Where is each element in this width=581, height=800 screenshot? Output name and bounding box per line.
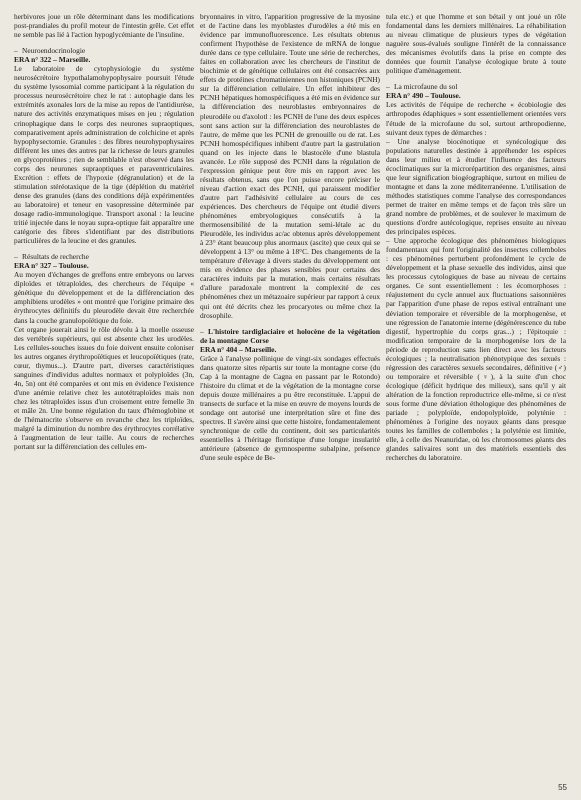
paragraph: Au moyen d'échanges de greffons entre embryons ou larves diploïdes et tétraploïdes, des chercheurs de l'équipe « génétique du développement et de la différenciation des amphibiens urodèles » ont montré que l'origine primaire des érythrocytes définitifs du pleurodèle devait être recherchée dans la couche granulopoïétique du foie.: [14, 270, 194, 325]
section-era: ERA n° 327 – Toulouse.: [14, 261, 89, 271]
section-era: ERA n° 404 – Marseille.: [200, 344, 277, 354]
text-columns: [14, 12, 566, 784]
paragraph: herbivores joue un rôle déterminant dans les modifications post-prandiales du profil moteur de l'intestin grêle. Cet effet ne semble pas lié à l'action hypoglycémiante de l'insuline.: [14, 12, 194, 40]
paragraph: bryonnaires in vitro, l'apparition progressive de la myosine et de l'actine dans les myoblastes d'urodèles a été mis en évidence par immunofluorescence. Les résultats obtenus confirment l'hypothèse de l'existence de mRNA de longue durée dans ce type cellulaire. Toute une série de recherches, faites en collaboration avec les chercheurs de l'institut de biochimie et de génétique cellulaires ont été consacrées aux effets de protéines chromatiniennes non histoniques (PCNH) sur la différenciation cellulaire. Un effet inhibiteur des PCNH hépatiques homospécifiques a été mis en évidence sur la différenciation des neuroblastes embryonnaires de pleurodèle ou d'axolotl : les PCNH de l'une des deux espèces sont sans action sur la différenciation des neuroblastes de l'autre, de même que les PCNH de grenouille ou de rat. Les PCNH homospécifiques inhibent d'autre part la gastrulation quand on les injecte dans le blastocèle d'une blastula avancée. Le rôle supposé des PCNH dans la régulation de l'expression génique peut être mis en rapport avec les résultats obtenus, sans que l'on puisse encore préciser le niveau d'action exact des PCNH, qui paraissent modifier d'autre part l'adhésivité cellulaire au cours de ces expériences. Des chercheurs de l'équipe ont étudié divers phénomènes embryologiques consécutifs à la thermosensibilité de la mutation semi-létale ac du Pleurodèle, les individus ac/ac obtenus après développement à 23° étant beaucoup plus anormaux (ascite) que ceux qui se développent à 13° ou même à 18°C. Des changements de la température d'élevage à divers stades du développement ont mis en évidence des phases sensibles pour certains des caractères induits par la mutation, mais certains résultats d'allure paradoxale montrent la complexité de ces phénomènes chez un métazoaire supérieur par rapport à ceux qui ont été décrits chez les procaryotes ou même chez la drosophile.: [200, 12, 380, 320]
section-era: ERA n° 322 – Marseille.: [14, 55, 91, 65]
paragraph: Grâce à l'analyse pollinique de vingt-six sondages effectués dans quatorze sites répartis sur toute la montagne corse (du Cap à la montagne de Cagna en passant par le Rotondo) l'histoire du climat et de la végétation de la montagne corse depuis douze millénaires a pu être reconstituée. L'appui de transects de surface et la mise en œuvre de moyens lourds de sondage ont autorisé une interprétation sûre et fine des spectres. Il s'avère ainsi que cette histoire, fondamentalement synchronique de celle du continent, doit ses particularités essentielles à l'héritage floristique d'une longue insularité antérieure (absence de gymnosperme subalpine, présence d'une seule espèce de Be-: [200, 353, 380, 463]
section-title: Résultats de recherche: [22, 252, 89, 262]
section-title: La microfaune du sol: [394, 82, 458, 92]
column-2: [200, 12, 380, 784]
section-title: Neuroendocrinologie: [22, 46, 86, 56]
paragraph: Les activités de l'équipe de recherche « écobiologie des arthropodes édaphiques » sont essentiellement orientées vers l'étude de la microfaune du sol, surtout arthropodienne, suivant deux types de démarches :: [386, 100, 566, 137]
section-heading: – Neuroendocrinologie ERA n° 322 – Marseille.: [14, 46, 194, 64]
paragraph: – Une analyse biocénotique et synécologique des populations naturelles destinée à appréhender les espèces dans leur milieu et à étudier l'influence des facteurs écoclimatiques sur la microrépartition des organismes, ainsi que leur signification biogéographique, surtout en milieu de montagne et dans la zone méditerranéenne. L'utilisation de méthodes statistiques comme l'analyse des correspondances permet de traiter en même temps et de façon très sûre un grand nombre de problèmes, et de soulever le maximum de questions d'ordre autécologique, reprises ensuite au niveau des principales espèces.: [386, 136, 566, 237]
paragraph: Cet organe jouerait ainsi le rôle dévolu à la moelle osseuse des vertébrés supérieurs, qui est absente chez les urodèles. Les cellules-souches issues du foie doivent ensuite coloniser les autres organes érythropoïétiques et leucopoïétiques (rate, cœur, thymus...). D'autre part, diverses caractéristiques sanguines d'individus adultes normaux et polyploïdes (3n, 4n, 5n) ont été comparées et ont mis en évidence l'existence d'une anémie relative chez les autotétraploïdes mais non chez les tétraploïdes issus d'un croisement entre femelle 3n et mâle 2n. Une bonne régulation du taux d'hémoglobine et de l'hématocrite s'observe en revanche chez les triploïdes, malgré la diminution du nombre des érythrocytes corrélative à l'augmentation de leur taille. Au cours de recherches portant sur la différenciation des cellules em-: [14, 324, 194, 452]
paragraph: tula etc.) et que l'homme et son bétail y ont joué un rôle fondamental dans les derniers millénaires. La réhabilitation au niveau climatique de plusieurs types de végétation naguère sous-évalués souligne l'intérêt de la connaissance des mécanismes évolutifs dans la prise en compte des données que fournit l'analyse écologique brute à toute politique d'aménagement.: [386, 12, 566, 76]
section-title: L'histoire tardiglaciaire et holocène de la végétation de la montagne Corse: [200, 326, 380, 345]
paragraph: Le laboratoire de cytophysiologie du système neurosécrétoire hypothalamohypophysaire poursuit l'étude du système lysosomial comme participant à la régulation du processus neurosécrétoire chez le rat : autophagie dans les extrémités axonales lors de la mise au repos de l'antidiurèse, nature des activités enzymatiques mises en jeu ; régulation crinophagique dans le corps des neurones supraoptiques, comparativement après administration de colchicine et après hypophysectomie. Granules : des fibres neurohypophysaires différent les unes des autres par la richesse de leurs granules en glycoprotéines ; rien de semblable n'est observé dans les corps des neurones supraoptiques et paraventriculaires. Excrétion : effets de l'hypoxie (dégranulation) et de la stimulation stéréotaxique de la tige (déplétion du matériel dense des granules (dans des conditions déjà expérimentées au laboratoire) et teneur en vasopressine déterminée par dosage radio-immunologique. Transport axonal : la leucine tritié injectée dans le noyau supra-optique fait apparaître une catégorie des fibres s'identifiant par des distributions particulières de la leucine et des granules.: [14, 64, 194, 246]
paragraph: – Une approche écologique des phénomènes biologiques fondamentaux qui font l'originalité des insectes collemboles : ces phénomènes perturbent profondément le cycle de développement et la phase sexuelle des individus, ainsi que les processus cytologiques de base au niveau de certains organes. Ce sont essentiellement : les écomorphoses : réajustement du cycle annuel aux fluctuations saisonnières par l'apparition d'une phase de repos estival entraînant une déviation temporaire et réversible de la morphogenèse, et une régression de l'anatomie interne (dégénérescence du tube digestif, hypertrophie du corps gras...) ; l'épitoquie : modification temporaire de la morphogenèse lors de la période de reproduction sans lien direct avec les facteurs écologiques ; la neutralisation phénotypique des sexués : régression des caractères sexuels secondaires, définitive (♂) ou temporaire et réversible (♀), à la suite d'un choc écologique (déficit hydrique des milieux), sans qu'il y ait altération de la fonction reproductrice elle-même, si ce n'est sous forme d'une déviation éthologique des phénomènes de pariade ; polyploïde, endopolyploïde, polyténie : phénomènes à l'origine des noyaux géants dans presque toutes les familles de collemboles ; la polyténie est limitée, elle, à celle des Neanuridae, où les chromosomes géants des glandes salivaires sont un des matériels essentiels des recherches du laboratoire.: [386, 236, 566, 463]
section-heading: – L'histoire tardiglaciaire et holocène de la végétation de la montagne Corse ERA n° 404 – Marseille.: [200, 326, 380, 354]
page-number: 55: [558, 783, 567, 792]
section-era: ERA n° 490 – Toulouse.: [386, 91, 461, 101]
section-heading: – Résultats de recherche ERA n° 327 – Toulouse.: [14, 252, 194, 270]
column-1: [14, 12, 194, 784]
column-3: [386, 12, 566, 784]
section-heading: – La microfaune du sol ERA n° 490 – Toulouse.: [386, 82, 566, 100]
